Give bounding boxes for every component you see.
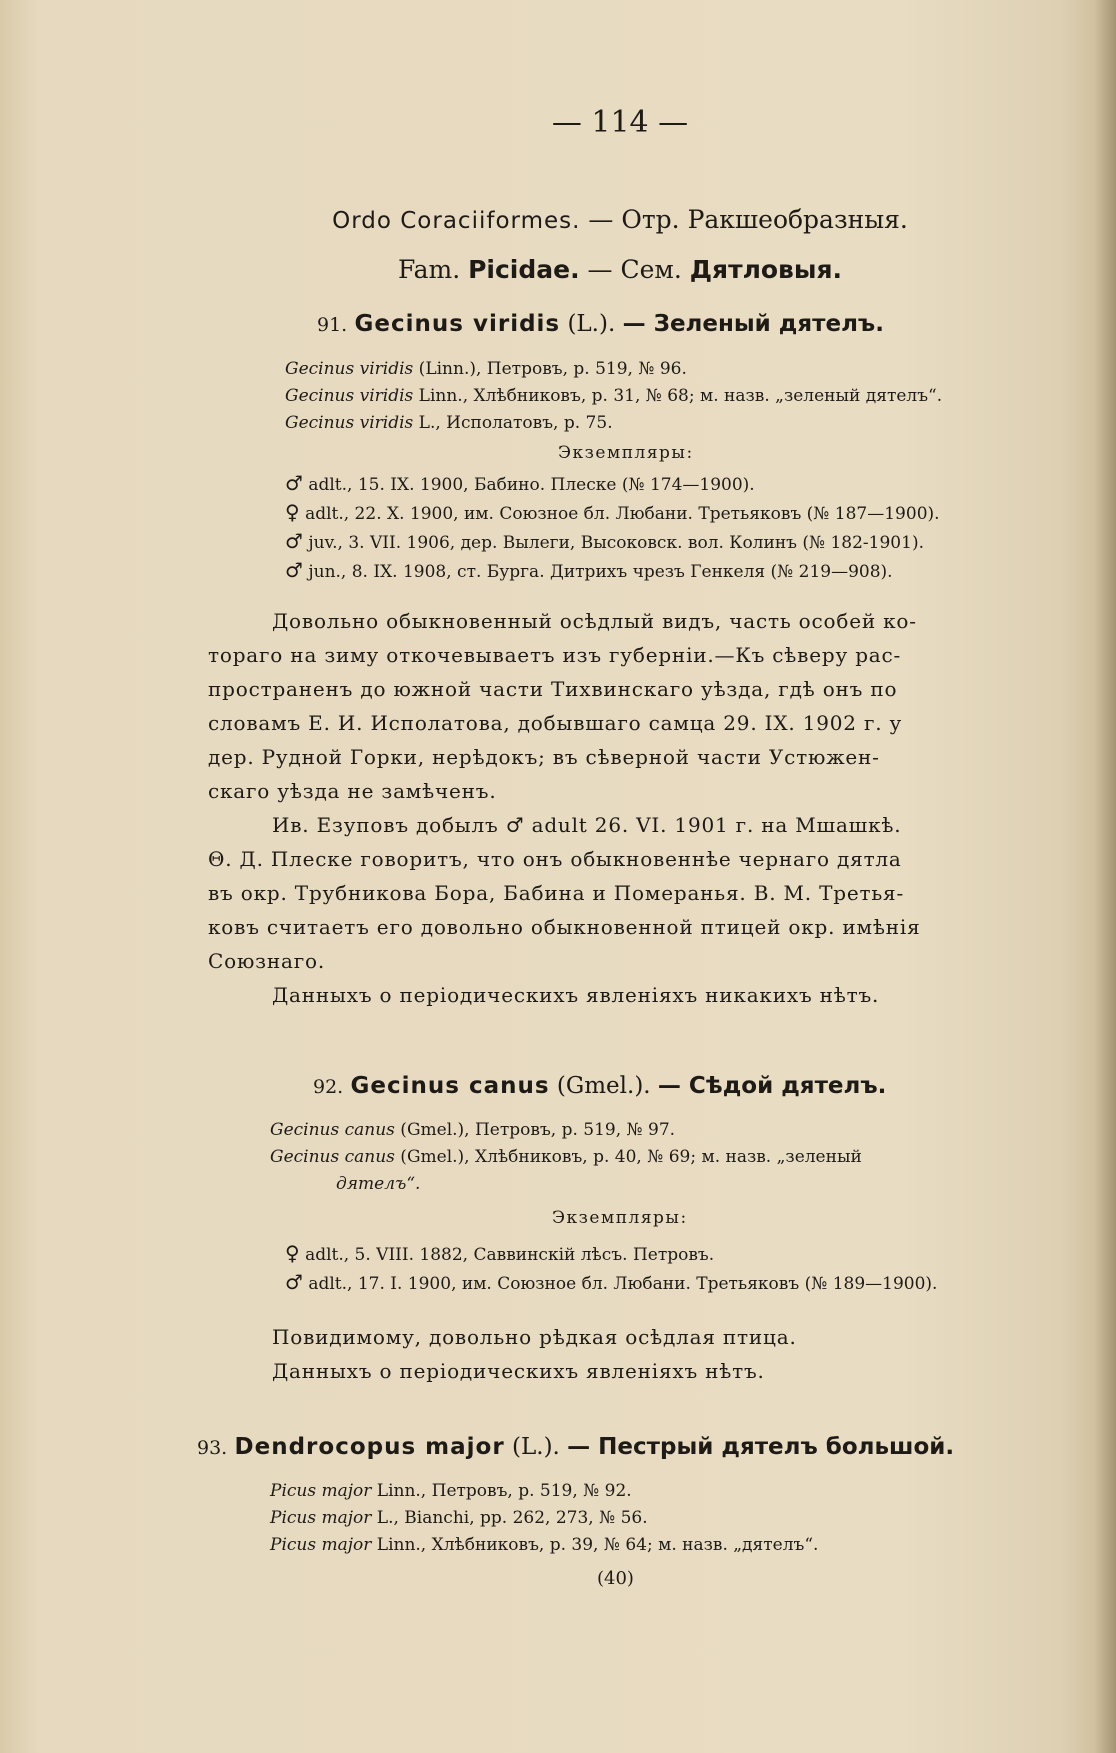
order-russian: Отр. Ракшеобразныя. — [621, 205, 908, 234]
family-latin-prefix: Fam. — [397, 255, 469, 284]
text-line: словамъ Е. И. Исполатова, добывшаго самца 29. IX. 1902 г. у — [208, 711, 903, 735]
species-author: (L.). — [512, 1434, 560, 1460]
text-line: Данныхъ о періодическихъ явленіяхъ нѣтъ. — [272, 1359, 765, 1383]
specimen-text: adlt., 15. IX. 1900, Бабино. Плеске (№ 174—1900). — [308, 475, 755, 495]
reference-item — [285, 383, 942, 410]
male-symbol-icon: ♂ — [285, 529, 303, 553]
reference-text: L., Bianchi, pp. 262, 273, № 56. — [371, 1508, 648, 1528]
reference-text: Linn., Хлѣбниковъ, p. 31, № 68; м. назв. „зеленый дятелъ“. — [413, 386, 943, 406]
order-dash: — — [580, 205, 622, 234]
text-line: Данныхъ о періодическихъ явленіяхъ никакихъ нѣтъ. — [272, 983, 880, 1007]
species-author: (Gmel.). — [556, 1073, 651, 1099]
species-latin: Gecinus canus — [350, 1073, 550, 1099]
specimen-list — [285, 1240, 937, 1298]
family-dash: — — [579, 255, 621, 284]
reference-name: Gecinus viridis — [285, 413, 414, 433]
reference-name: Gecinus viridis — [285, 359, 414, 379]
specimen-text: adlt., 5. VIII. 1882, Саввинскій лѣсъ. Петровъ. — [305, 1245, 715, 1265]
male-symbol-icon: ♂ — [285, 1270, 303, 1294]
specimen-list — [285, 470, 940, 586]
female-symbol-icon: ♀ — [285, 500, 300, 524]
reference-item — [270, 1505, 818, 1532]
male-symbol-icon: ♂ — [285, 558, 303, 582]
reference-name: Gecinus viridis — [285, 386, 414, 406]
species-number: 93. — [197, 1437, 228, 1459]
species-russian: — Сѣдой дятелъ. — [657, 1073, 887, 1099]
specimen-item — [285, 1269, 937, 1298]
body-text — [208, 604, 921, 1012]
order-latin: Ordo Coraciiformes. — [332, 208, 581, 234]
reference-item — [285, 410, 942, 437]
species-number: 91. — [317, 314, 348, 336]
reference-text: (Gmel.), Хлѣбниковъ, p. 40, № 69; м. назв. „зеленый — [394, 1147, 862, 1167]
species-latin: Dendrocopus major — [234, 1434, 505, 1460]
text-line: Θ. Д. Плеске говоритъ, что онъ обыкновеннѣе чернаго дятла — [208, 847, 902, 871]
female-symbol-icon: ♀ — [285, 1241, 300, 1265]
species-author: (L.). — [567, 311, 616, 337]
text-line: пространенъ до южной части Тихвинскаго уѣзда, гдѣ онъ по — [208, 677, 898, 701]
reference-list — [270, 1478, 818, 1559]
reference-item — [270, 1171, 862, 1198]
text-line: Союзнаго. — [208, 949, 325, 973]
specimen-item — [285, 470, 940, 499]
reference-item — [270, 1144, 862, 1171]
text-line: Ив. Езуповъ добылъ ♂ adult 26. VI. 1901 г. на Мшашкѣ. — [272, 813, 902, 837]
text-line: тораго на зиму откочевываетъ изъ губерніи.—Къ сѣверу рас- — [208, 643, 902, 667]
specimen-text: adlt., 22. X. 1900, им. Союзное бл. Любани. Третьяковъ (№ 187—1900). — [305, 504, 940, 524]
specimen-item — [285, 499, 940, 528]
specimens-label: Экземпляры: — [552, 1208, 688, 1228]
species-latin: Gecinus viridis — [354, 311, 561, 337]
specimen-item — [285, 528, 940, 557]
reference-name: Picus major — [270, 1535, 372, 1555]
body-text — [208, 1320, 797, 1388]
specimen-text: adlt., 17. I. 1900, им. Союзное бл. Любани. Третьяковъ (№ 189—1900). — [308, 1274, 938, 1294]
species-russian: — Зеленый дятелъ. — [622, 311, 884, 337]
species-number: 92. — [313, 1076, 344, 1098]
family-russian: Дятловыя. — [689, 255, 843, 284]
reference-item — [270, 1478, 818, 1505]
species-russian: — Пестрый дятелъ большой. — [567, 1434, 955, 1460]
specimen-text: juv., 3. VII. 1906, дер. Вылеги, Высоковск. вол. Колинъ (№ 182-1901). — [308, 533, 924, 553]
page-number: — 114 — — [551, 105, 689, 140]
text-line: въ окр. Трубникова Бора, Бабина и Померанья. В. М. Третья- — [208, 881, 905, 905]
order-heading — [0, 205, 1116, 234]
reference-item — [270, 1117, 862, 1144]
reference-name: Picus major — [270, 1481, 372, 1501]
specimen-text: jun., 8. IX. 1908, ст. Бурга. Дитрихъ чрезъ Генкеля (№ 219—908). — [308, 562, 893, 582]
reference-text: (Gmel.), Петровъ, p. 519, № 97. — [394, 1120, 676, 1140]
footer-signature: (40) — [597, 1568, 634, 1589]
male-symbol-icon: ♂ — [285, 471, 303, 495]
text-line: Довольно обыкновенный осѣдлый видъ, часть особей ко- — [272, 609, 917, 633]
family-russian-prefix: Сем. — [620, 255, 690, 284]
reference-item — [285, 356, 942, 383]
reference-list — [270, 1117, 862, 1198]
specimen-item — [285, 1240, 937, 1269]
reference-name: Picus major — [270, 1508, 372, 1528]
family-latin: Picidae. — [468, 255, 580, 284]
reference-name: Gecinus canus — [270, 1147, 395, 1167]
reference-text: Linn., Хлѣбниковъ, p. 39, № 64; м. назв. „дятелъ“. — [371, 1535, 819, 1555]
text-line: дер. Рудной Горки, нерѣдокъ; въ сѣверной части Устюжен- — [208, 745, 880, 769]
reference-list — [285, 356, 942, 437]
species-heading — [197, 1434, 954, 1460]
reference-item — [270, 1532, 818, 1559]
reference-name: Gecinus canus — [270, 1120, 395, 1140]
text-line: скаго уѣзда не замѣченъ. — [208, 779, 497, 803]
text-line: Повидимому, довольно рѣдкая осѣдлая птица. — [272, 1325, 797, 1349]
reference-text: L., Исполатовъ, p. 75. — [413, 413, 613, 433]
reference-text: (Linn.), Петровъ, p. 519, № 96. — [413, 359, 687, 379]
specimens-label: Экземпляры: — [558, 443, 694, 463]
reference-text: дятелъ“. — [336, 1174, 421, 1194]
specimen-item — [285, 557, 940, 586]
species-heading — [317, 311, 884, 337]
species-heading — [313, 1073, 886, 1099]
text-line: ковъ считаетъ его довольно обыкновенной птицей окр. имѣнія — [208, 915, 921, 939]
reference-text: Linn., Петровъ, p. 519, № 92. — [371, 1481, 632, 1501]
family-heading — [0, 255, 1116, 284]
